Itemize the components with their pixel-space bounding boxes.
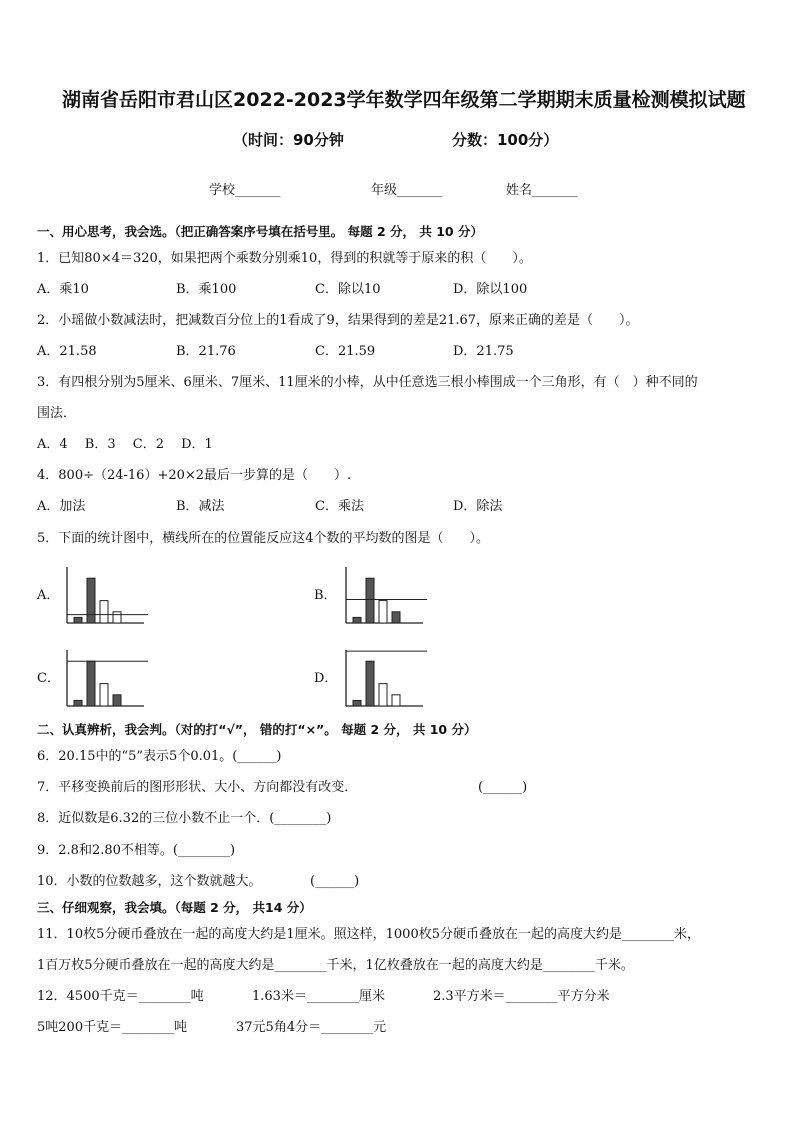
- q2-option-c: C．21.59: [315, 344, 376, 359]
- q2-option-d: D．21.75: [453, 344, 514, 359]
- exam-time: （时间：90分钟: [233, 131, 344, 149]
- question-3: 3．有四根分别为5厘米、6厘米、7厘米、11厘米的小棒，从中任意选三根小棒围成一个三角形，有（ ）种不同的: [37, 375, 698, 390]
- grade-field: 年级_______: [371, 183, 443, 198]
- question-7: 7．平移变换前后的图形形状、大小、方向都没有改变．: [37, 780, 358, 795]
- question-10: 10．小数的位数越多，这个数就越大。: [37, 874, 262, 889]
- q4-option-b: B．减法: [176, 499, 225, 514]
- bar-2: [366, 578, 374, 623]
- bar-4: [392, 612, 400, 623]
- question-12d: 5吨200千克＝________吨: [37, 1020, 188, 1035]
- q1-option-c: C．除以10: [315, 282, 381, 297]
- question-11-line1: 11．10枚5分硬币叠放在一起的高度大约是1厘米。照这样，1000枚5分硬币叠放在一起的高度大约是________米，: [37, 927, 700, 942]
- question-4: 4．800÷（24-16）+20×2最后一步算的是（ ）.: [37, 468, 352, 483]
- school-field: 学校_______: [209, 183, 281, 198]
- bar-1: [353, 617, 361, 623]
- q5-label-d: D．: [314, 671, 338, 686]
- chart-d: [343, 648, 433, 708]
- question-6: 6．20.15中的“5”表示5个0.01。(______): [37, 749, 282, 764]
- question-11-line2: 1百万枚5分硬币叠放在一起的高度大约是________千米，1亿枚叠放在一起的高度大约是________千米。: [37, 958, 634, 973]
- question-1: 1．已知80×4＝320，如果把两个乘数分别乘10，得到的积就等于原来的积（ ）。: [37, 251, 532, 266]
- question-5: 5．下面的统计图中，横线所在的位置能反应这4个数的平均数的图是（ ）。: [37, 531, 490, 546]
- bar-3: [100, 601, 108, 623]
- question-12b: 1.63米＝________厘米: [252, 989, 385, 1004]
- chart-a: [64, 565, 154, 625]
- bar-2: [366, 661, 374, 706]
- q1-option-b: B．乘100: [176, 282, 237, 297]
- bar-3: [379, 684, 387, 706]
- q5-label-c: C．: [37, 671, 60, 686]
- q3-options: A．4 B．3 C．2 D．1: [37, 437, 213, 452]
- bar-1: [74, 617, 82, 623]
- bar-2: [87, 578, 95, 623]
- q1-option-d: D．除以100: [453, 282, 528, 297]
- section-2-heading: 二、认真辨析，我会判。（对的打“√”， 错的打“×”。 每题 2 分， 共 10 分）: [37, 722, 477, 737]
- question-12e: 37元5角4分＝________元: [236, 1020, 387, 1035]
- bar-3: [100, 684, 108, 706]
- q4-option-d: D．除法: [453, 499, 503, 514]
- chart-b: [343, 565, 433, 625]
- bar-4: [113, 612, 121, 623]
- page-title: 湖南省岳阳市君山区2022-2023学年数学四年级第二学期期末质量检测模拟试题: [62, 89, 746, 111]
- chart-c: [64, 648, 154, 708]
- section-1-heading: 一、用心思考，我会选。（把正确答案序号填在括号里。 每题 2 分， 共 10 分）: [37, 224, 483, 239]
- question-12c: 2.3平方米＝________平方分米: [433, 989, 610, 1004]
- question-2: 2．小瑶做小数减法时，把减数百分位上的1看成了9，结果得到的差是21.67，原来正确的差是（ ）。: [37, 313, 639, 328]
- q4-option-a: A．加法: [37, 499, 86, 514]
- q5-label-a: A．: [37, 588, 60, 603]
- bar-1: [74, 700, 82, 706]
- question-3-cont: 围法．: [37, 406, 77, 421]
- question-8: 8．近似数是6.32的三位小数不止一个．(________): [37, 811, 332, 826]
- q2-option-a: A．21.58: [37, 344, 97, 359]
- question-12a: 12．4500千克＝________吨: [37, 989, 204, 1004]
- q5-label-b: B．: [314, 588, 337, 603]
- bar-3: [379, 601, 387, 623]
- bar-1: [353, 700, 361, 706]
- name-field: 姓名_______: [506, 183, 578, 198]
- bar-2: [87, 661, 95, 706]
- q1-option-a: A．乘10: [37, 282, 89, 297]
- q4-option-c: C．乘法: [315, 499, 364, 514]
- bar-4: [113, 695, 121, 706]
- question-9: 9．2.8和2.80不相等。(________): [37, 843, 236, 858]
- exam-score: 分数：100分）: [452, 131, 559, 149]
- q7-blank: (______): [478, 780, 528, 795]
- section-3-heading: 三、仔细观察，我会填。（每题 2 分， 共14 分）: [37, 900, 312, 915]
- q10-blank: (______): [310, 874, 360, 889]
- bar-4: [392, 695, 400, 706]
- q2-option-b: B．21.76: [176, 344, 236, 359]
